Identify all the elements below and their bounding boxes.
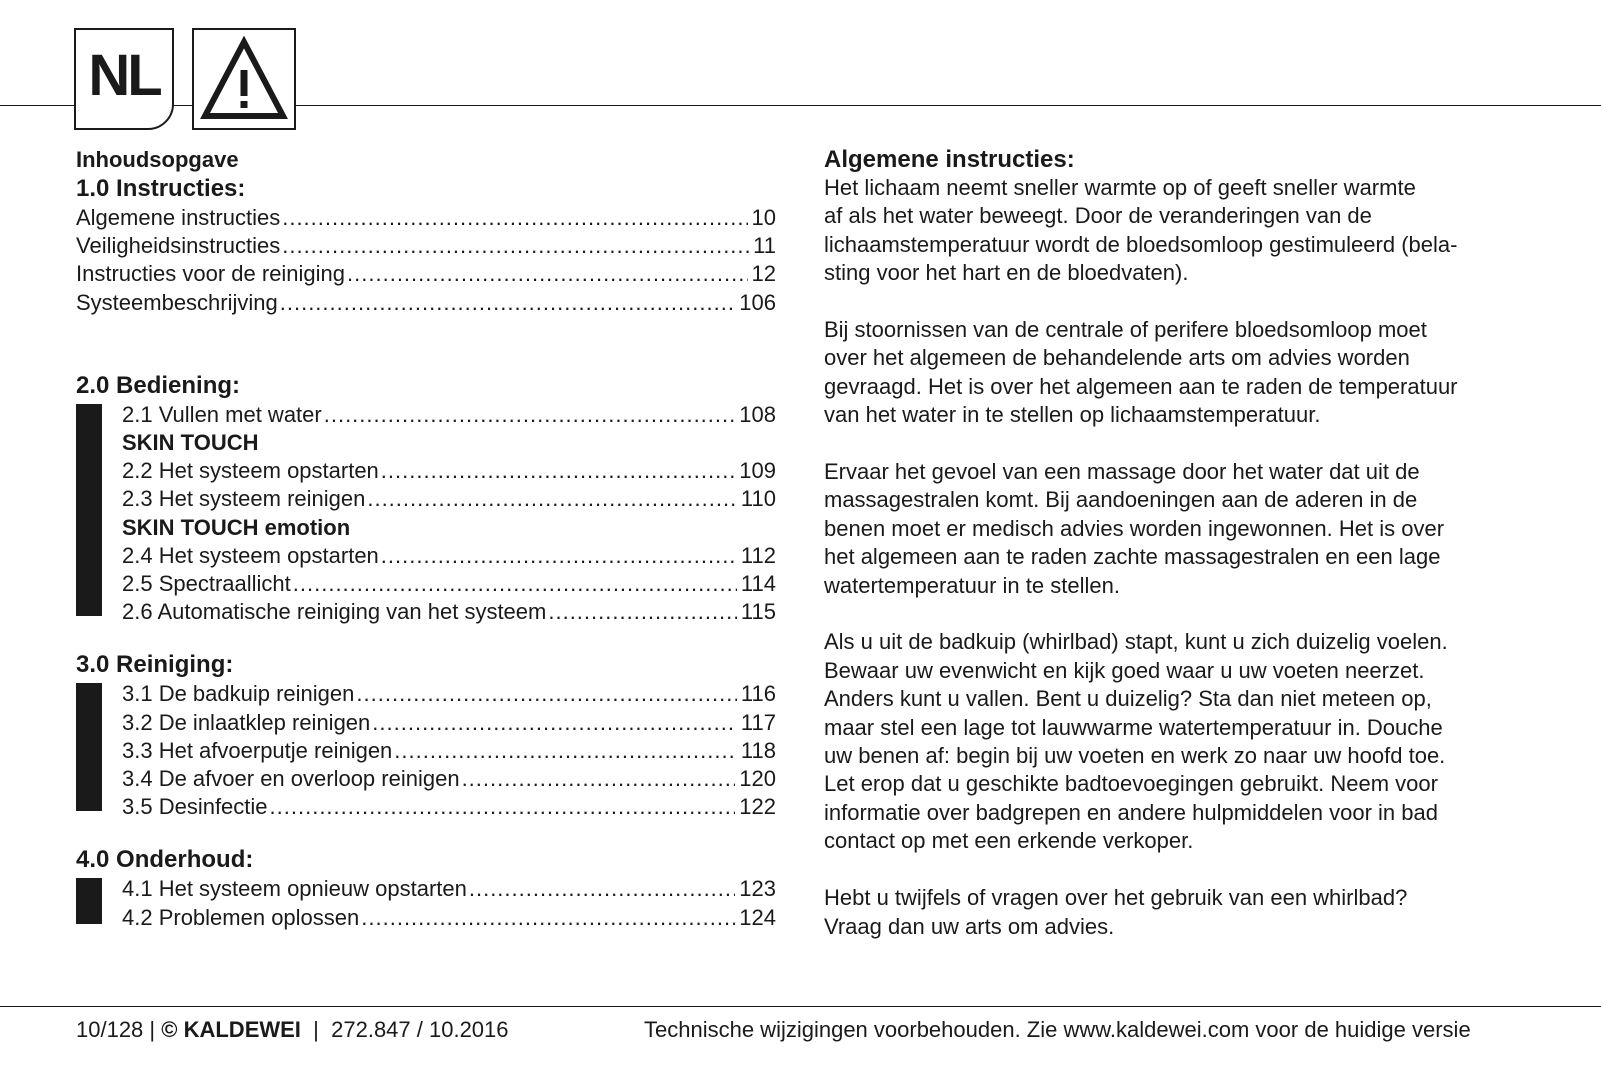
- section-marker-bar: [76, 404, 102, 616]
- toc-entry[interactable]: [122, 709, 776, 737]
- language-code: NL: [88, 43, 160, 108]
- entry-label: 3.5 Desinfectie: [122, 794, 268, 820]
- text-line: Anders kunt u vallen. Bent u duizelig? Sta dan niet meteen op,: [824, 686, 1432, 712]
- section-heading: 4.0 Onderhoud:: [76, 846, 254, 874]
- entry-page: 122: [739, 794, 776, 820]
- document-reference: 272.847 / 10.2016: [331, 1017, 509, 1042]
- toc-entry[interactable]: [122, 570, 776, 598]
- toc-section-4: [76, 845, 776, 931]
- paragraph: [824, 884, 1524, 941]
- toc-entry[interactable]: [76, 204, 776, 232]
- text-line: van het water in te stellen op lichaamstemperatuur.: [824, 402, 1321, 428]
- leader-dots: [293, 570, 737, 598]
- text-line: Als u uit de badkuip (whirlbad) stapt, kunt u zich duizelig voelen.: [824, 629, 1448, 655]
- toc-entry[interactable]: [122, 680, 776, 708]
- footer-left: [76, 1016, 509, 1044]
- footer-separator: |: [307, 1017, 325, 1042]
- leader-dots: [381, 542, 737, 570]
- entry-page: 11: [753, 233, 776, 259]
- entry-label: Veiligheidsinstructies: [76, 233, 281, 259]
- leader-dots: [361, 904, 735, 932]
- text-line: Het lichaam neemt sneller warmte op of geeft sneller warmte: [824, 175, 1416, 200]
- toc-entry[interactable]: [122, 485, 776, 513]
- text-line: sting voor het hart en de bloedvaten).: [824, 260, 1189, 286]
- text-line: massagestralen komt. Bij aandoeningen aan de aderen in de: [824, 487, 1418, 513]
- leader-dots: [282, 232, 749, 260]
- text-line: lichaamstemperatuur wordt de bloedsomloop gestimuleerd (bela-: [824, 231, 1458, 257]
- leader-dots: [394, 737, 737, 765]
- paragraph: [824, 458, 1524, 600]
- toc-entry[interactable]: [122, 542, 776, 570]
- entry-page: 116: [740, 681, 776, 707]
- entry-label: Systeembeschrijving: [76, 289, 278, 315]
- entry-page: 115: [740, 599, 776, 625]
- toc-entry[interactable]: [122, 457, 776, 485]
- entry-page: 112: [740, 542, 776, 568]
- toc-subheading: SKIN TOUCH emotion: [122, 514, 351, 540]
- text-line: Bij stoornissen van de centrale of perifere bloedsomloop moet: [824, 317, 1427, 343]
- warning-triangle-icon: [200, 36, 288, 122]
- toc-section-2: [76, 371, 776, 627]
- warning-badge: [192, 28, 296, 130]
- leader-dots: [347, 260, 747, 288]
- text-line: watertemperatuur in te stellen.: [824, 572, 1120, 598]
- toc-title: Inhoudsopgave: [76, 147, 239, 172]
- entry-page: 10: [751, 205, 776, 230]
- table-of-contents: [76, 146, 776, 932]
- text-line: Let erop dat u geschikte badtoevoegingen gebruikt. Neem voor: [824, 771, 1438, 797]
- text-line: uw benen af: begin bij uw voeten en werk zo naar uw hoofd toe.: [824, 743, 1446, 769]
- toc-entry[interactable]: [122, 793, 776, 821]
- general-instructions: [824, 146, 1524, 969]
- entry-page: 123: [739, 876, 776, 902]
- toc-entry[interactable]: [122, 765, 776, 793]
- leader-dots: [469, 875, 735, 903]
- leader-dots: [381, 457, 735, 485]
- entry-label: 4.1 Het systeem opnieuw opstarten: [122, 876, 467, 902]
- section-group: [76, 875, 776, 931]
- entry-label: 2.2 Het systeem opstarten: [122, 458, 379, 484]
- paragraph: [824, 316, 1524, 430]
- entry-label: 2.6 Automatische reiniging van het systeem: [122, 599, 547, 625]
- text-line: gevraagd. Het is over het algemeen aan te raden de temperatuur: [824, 373, 1458, 399]
- text-line: contact op met een erkende verkoper.: [824, 828, 1194, 854]
- leader-dots: [548, 598, 737, 626]
- leader-dots: [282, 204, 747, 232]
- footer-separator: |: [149, 1017, 156, 1042]
- entry-label: 2.1 Vullen met water: [122, 401, 322, 427]
- toc-subheading: SKIN TOUCH: [122, 430, 259, 456]
- entry-label: 2.4 Het systeem opstarten: [122, 542, 379, 568]
- text-line: het algemeen aan te raden zachte massagestralen en een lage: [824, 544, 1441, 570]
- toc-entry[interactable]: [122, 598, 776, 626]
- content-heading: Algemene instructies:: [824, 146, 1075, 173]
- toc-entry[interactable]: [122, 904, 776, 932]
- entry-label: 2.5 Spectraallicht: [122, 571, 291, 597]
- text-line: benen moet er medisch advies worden ingewonnen. Het is over: [824, 515, 1445, 541]
- section-heading: 3.0 Reiniging:: [76, 651, 234, 679]
- entry-page: 108: [739, 401, 776, 427]
- footer-rule: [0, 1006, 1601, 1007]
- section-heading: 1.0 Instructies:: [76, 175, 246, 202]
- leader-dots: [367, 485, 737, 513]
- leader-dots: [462, 765, 736, 793]
- entry-page: 120: [739, 766, 776, 792]
- entry-label: 2.3 Het systeem reinigen: [122, 486, 366, 512]
- entry-label: 3.1 De badkuip reinigen: [122, 681, 355, 707]
- leader-dots: [372, 709, 737, 737]
- toc-section-3: [76, 650, 776, 821]
- entry-page: 12: [751, 261, 776, 287]
- entry-page: 118: [740, 737, 776, 763]
- toc-section-1: [76, 174, 776, 317]
- entry-page: 110: [740, 486, 776, 512]
- entry-label: 4.2 Problemen oplossen: [122, 904, 360, 930]
- entry-label: 3.3 Het afvoerputje reinigen: [122, 737, 393, 763]
- language-badge: [74, 28, 174, 130]
- section-group: [76, 680, 776, 821]
- paragraph: [824, 628, 1524, 855]
- text-line: maar stel een lage tot lauwwarme watertemperatuur in. Douche: [824, 714, 1443, 740]
- section-marker-bar: [76, 878, 102, 924]
- toc-entry[interactable]: [122, 875, 776, 903]
- text-line: af als het water beweegt. Door de veranderingen van de: [824, 203, 1372, 229]
- toc-entry[interactable]: [122, 737, 776, 765]
- entry-page: 114: [740, 571, 776, 597]
- entry-page: 106: [739, 289, 776, 315]
- text-line: Hebt u twijfels of vragen over het gebruik van een whirlbad?: [824, 885, 1408, 911]
- leader-dots: [324, 401, 736, 429]
- toc-entry[interactable]: [76, 289, 776, 317]
- section-group: [76, 401, 776, 627]
- paragraph: [824, 174, 1524, 288]
- section-marker-bar: [76, 683, 102, 811]
- leader-dots: [280, 289, 736, 317]
- toc-entry[interactable]: [76, 260, 776, 288]
- text-line: Bewaar uw evenwicht en kijk goed waar u uw voeten neerzet.: [824, 657, 1425, 683]
- leader-dots: [356, 680, 737, 708]
- entry-label: 3.2 De inlaatklep reinigen: [122, 709, 371, 735]
- page-number: 10/128: [76, 1017, 144, 1042]
- text-line: Vraag dan uw arts om advies.: [824, 913, 1115, 939]
- entry-page: 109: [739, 458, 776, 484]
- text-line: informatie over badgrepen en andere hulpmiddelen voor in bad: [824, 799, 1438, 825]
- text-line: over het algemeen de behandelende arts om advies worden: [824, 345, 1410, 371]
- leader-dots: [270, 793, 736, 821]
- entry-page: 124: [739, 904, 776, 930]
- text-line: Ervaar het gevoel van een massage door het water dat uit de: [824, 459, 1420, 485]
- brand-name: © KALDEWEI: [161, 1017, 301, 1042]
- entry-page: 117: [740, 709, 776, 735]
- toc-entry[interactable]: [76, 232, 776, 260]
- toc-entry[interactable]: [122, 401, 776, 429]
- entry-label: Instructies voor de reiniging: [76, 261, 346, 287]
- entry-label: 3.4 De afvoer en overloop reinigen: [122, 766, 460, 792]
- entry-label: Algemene instructies: [76, 205, 281, 230]
- footer-disclaimer: Technische wijzigingen voorbehouden. Zie www.kaldewei.com voor de huidige versie: [644, 1017, 1471, 1042]
- section-heading: 2.0 Bediening:: [76, 371, 241, 399]
